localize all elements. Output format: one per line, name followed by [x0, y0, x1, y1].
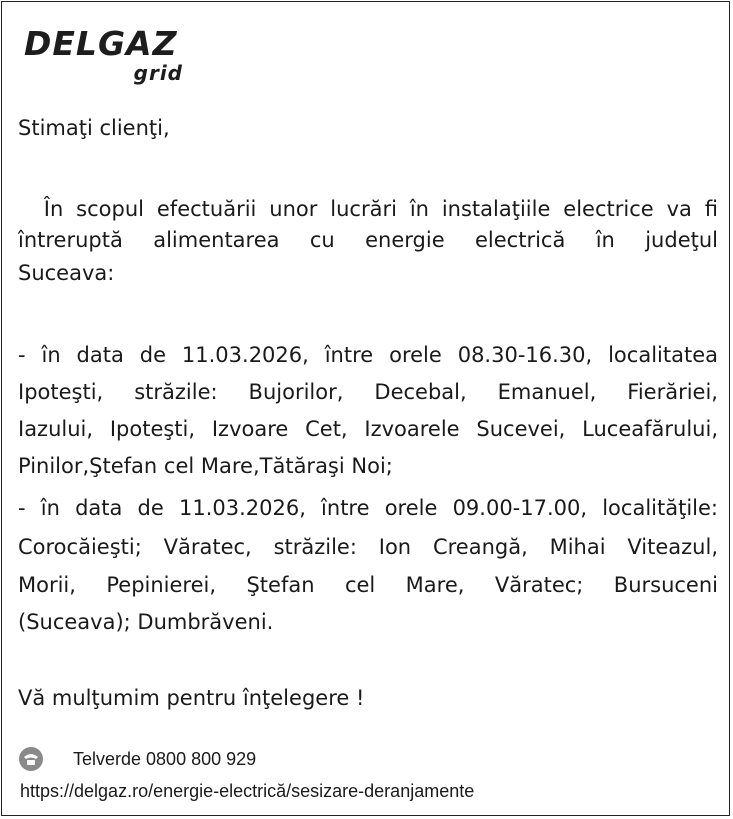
- phone-row: [18, 744, 418, 774]
- outage-item-line: Morii, Pepinierei, Ştefan cel Mare, Văratec; Bursuceni: [18, 573, 718, 597]
- company-logo: [24, 26, 189, 88]
- outage-item-line: (Suceava); Dumbrăveni.: [18, 610, 274, 634]
- thanks-line: Vă mulţumim pentru înţelegere !: [18, 686, 365, 710]
- outage-item-line: - în data de 11.03.2026, între orele 09.00-17.00, localităţile:: [18, 496, 718, 520]
- outage-item-line: Iazului, Ipoteşti, Izvoare Cet, Izvoarele Sucevei, Luceafărului,: [18, 417, 718, 441]
- phone-number: Telverde 0800 800 929: [73, 749, 257, 769]
- report-url[interactable]: https://delgaz.ro/energie-electrică/sesizare-deranjamente: [20, 781, 475, 801]
- logo-brand: DELGAZ: [24, 24, 178, 63]
- intro-line: Suceava:: [18, 261, 115, 285]
- intro-line: întreruptă alimentarea cu energie electrică în judeţul: [18, 228, 718, 252]
- outage-item-line: Ipoteşti, străzile: Bujorilor, Decebal, Emanuel, Fierăriei,: [18, 380, 718, 404]
- outage-item-line: - în data de 11.03.2026, între orele 08.30-16.30, localitatea: [18, 343, 718, 367]
- telephone-icon: [18, 746, 44, 772]
- outage-item-line: Corocăieşti; Văratec, străzile: Ion Creangă, Mihai Viteazul,: [18, 535, 718, 559]
- outage-item-line: Pinilor,Ştefan cel Mare,Tătăraşi Noi;: [18, 454, 393, 478]
- greeting: Stimaţi clienţi,: [18, 116, 170, 140]
- intro-line: În scopul efectuării unor lucrări în instalaţiile electrice va fi: [18, 197, 718, 221]
- logo-sub: grid: [133, 61, 183, 85]
